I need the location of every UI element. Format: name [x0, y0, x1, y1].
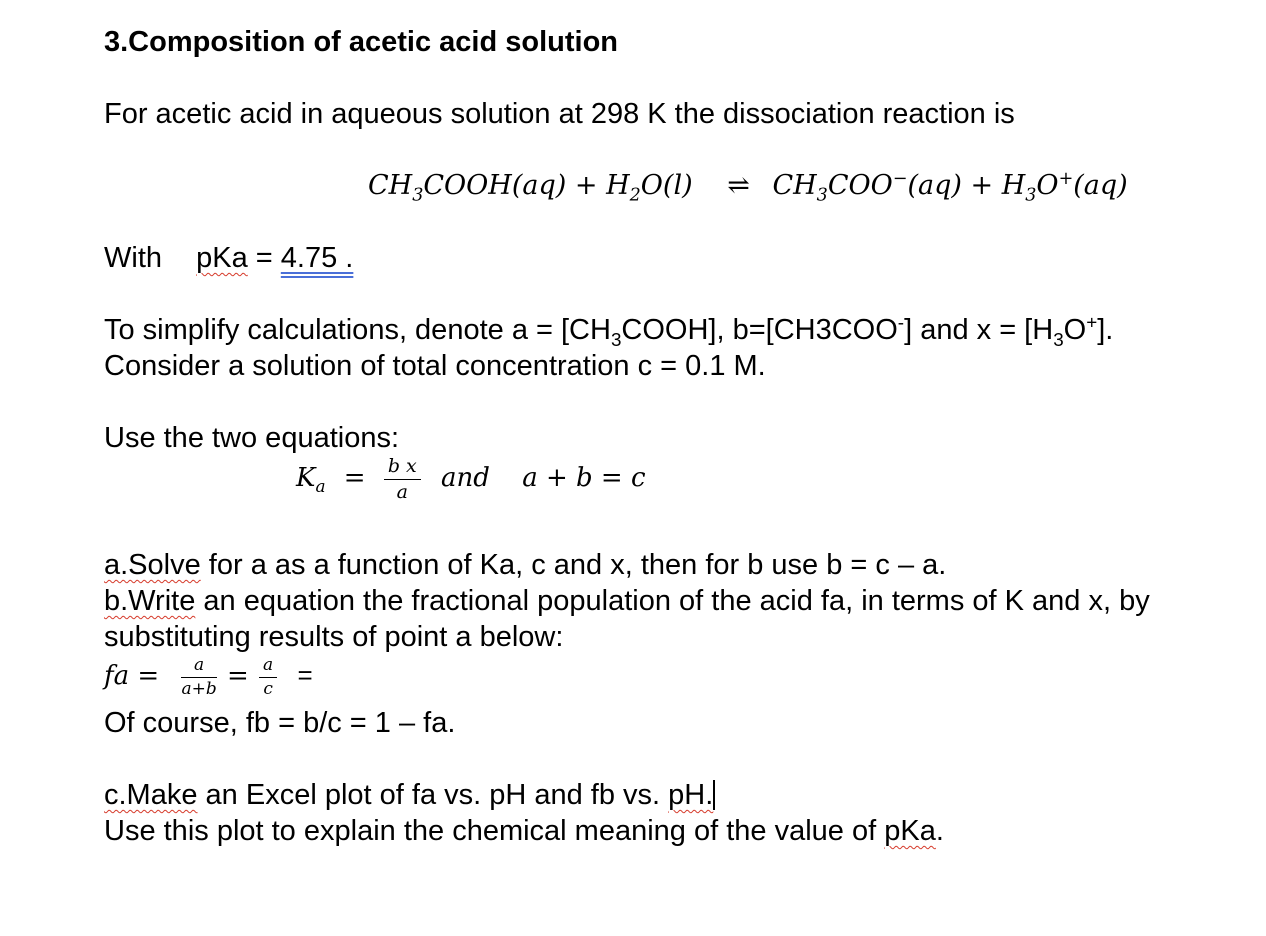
pka-line — [104, 240, 353, 276]
equilibrium-arrow: ⇌ — [727, 170, 750, 201]
section-heading: 3.Composition of acetic acid solution — [104, 26, 618, 58]
pka-equals: = — [247, 242, 281, 274]
of-course-text: Of course, fb = b/c = 1 – fa. — [104, 707, 456, 739]
pka-value: 4.75 . — [280, 242, 354, 274]
mass-balance: a + b = c — [522, 463, 646, 494]
text-cursor[interactable] — [713, 780, 715, 810]
use-equations-text: Use the two equations: — [104, 422, 400, 454]
pka-word: pKa — [884, 815, 936, 847]
and-word: and — [441, 463, 490, 494]
ka-fraction: $\frac{\text{b x}}{a}$ — [384, 456, 421, 503]
pka-label: pKa — [196, 242, 248, 274]
part-c-label: c.Make — [104, 779, 198, 811]
ka-symbol: $K_a$ — [296, 463, 326, 497]
reaction-left: $CH_3COOH(aq) + H_2O(l)$ — [368, 170, 693, 206]
consider-text: Consider a solution of total concentration c = 0.1 M. — [104, 350, 766, 382]
fa-fraction-2: $\frac{a}{c}$ — [259, 656, 277, 698]
intro-text: For acetic acid in aqueous solution at 298 K the dissociation reaction is — [104, 98, 1015, 130]
simplify-text: To simplify calculations, denote $a = [CH_3COOH]$, b=[CH3COO-] and $x = [H_3O^+]$. — [104, 311, 1114, 350]
ph-word: pH. — [668, 779, 714, 811]
part-b-label: b.Write — [104, 585, 196, 617]
part-b-continuation: substituting results of point a below: — [104, 621, 564, 653]
part-c-text: c.Make an Excel plot of fa vs. pH and fb vs. pH. — [104, 779, 714, 811]
equilibrium-equations: $K_a$ = $\frac{\text{b x}}{a}$ and a + b = c — [296, 455, 646, 503]
reaction-equation — [368, 168, 1128, 204]
part-b-text: b.Write an equation the fractional population of the acid fa, in terms of K and x, by — [104, 585, 1150, 617]
fa-fraction-1: $\frac{a}{a+b}$ — [181, 655, 217, 699]
last-line: Use this plot to explain the chemical meaning of the value of pKa. — [104, 815, 944, 847]
pka-prefix: With — [104, 242, 162, 274]
fa-equation: fa = $\frac{a}{a+b}$ = $\frac{a}{c}$ = — [104, 655, 313, 699]
reaction-right: $CH_3COO^-(aq) + H_3O^+(aq)$ — [772, 169, 1128, 206]
part-a-text: a.Solve for a as a function of Ka, c and x, then for b use b = c – a. — [104, 549, 947, 581]
part-a-label: a.Solve — [104, 549, 201, 581]
